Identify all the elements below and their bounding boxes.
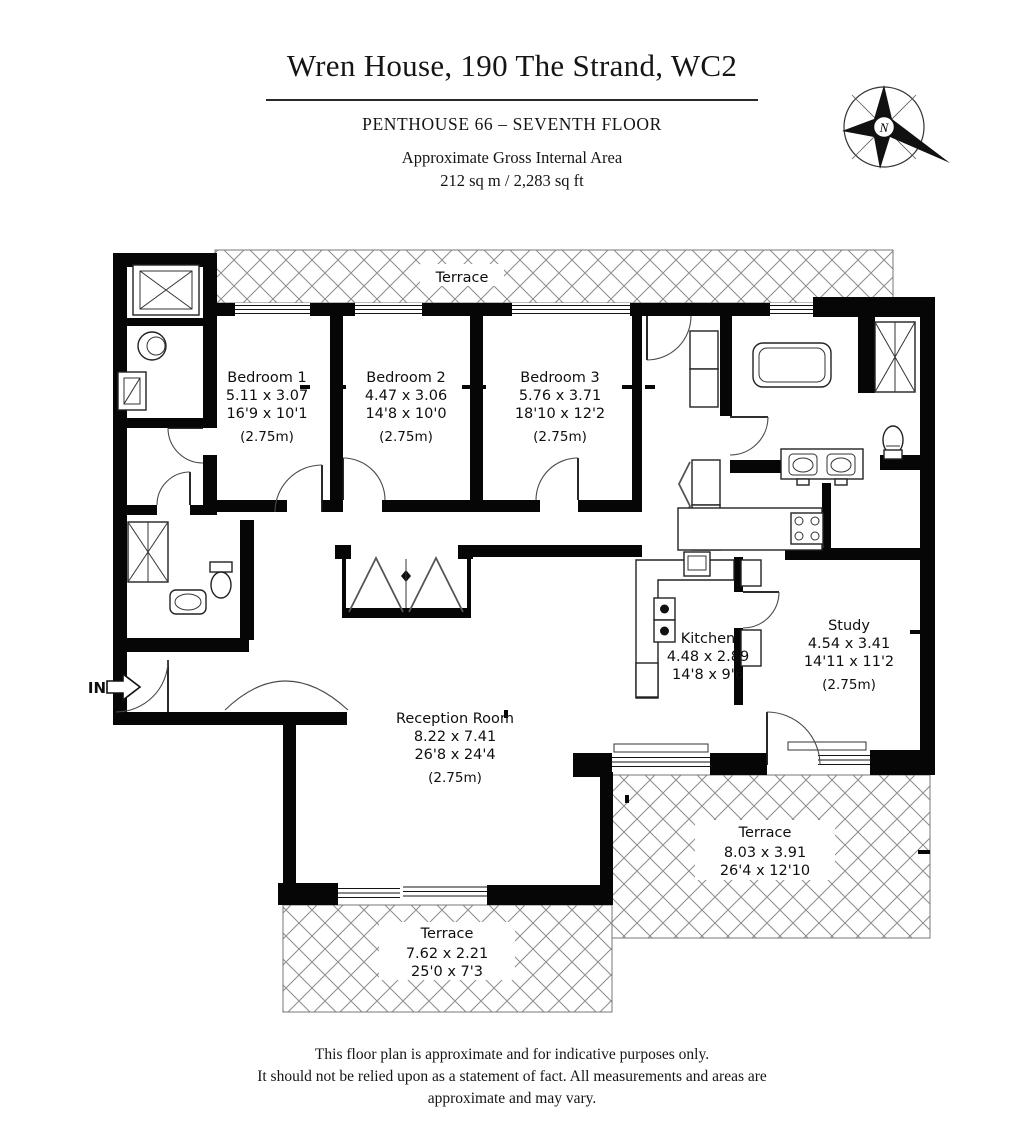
window-reception-2 <box>403 887 487 896</box>
svg-text:25'0 x 7'3: 25'0 x 7'3 <box>411 964 483 980</box>
compass-rose <box>842 85 950 169</box>
window-top-3 <box>512 303 630 316</box>
lift-icon <box>133 265 199 315</box>
wc-basin-icon <box>138 332 166 360</box>
wall-sink-icon <box>118 372 146 410</box>
svg-text:4.47 x 3.06: 4.47 x 3.06 <box>364 388 448 404</box>
svg-text:(2.75m): (2.75m) <box>428 770 482 786</box>
svg-text:26'8 x 24'4: 26'8 x 24'4 <box>414 747 496 763</box>
shower-right-icon <box>875 322 915 392</box>
svg-text:(2.75m): (2.75m) <box>533 429 587 445</box>
fixtures-layer <box>107 265 915 700</box>
disclaimer-line-3: approximate and may vary. <box>427 1090 597 1107</box>
svg-text:Bedroom 2: Bedroom 2 <box>366 370 446 386</box>
bathtub-icon <box>753 343 831 387</box>
compass-north-label: N <box>879 120 889 135</box>
hall-opening-arc <box>225 681 348 710</box>
svg-text:Bedroom 3: Bedroom 3 <box>520 370 600 386</box>
bedroom2-label <box>365 370 447 445</box>
vanity-double-sink-icon <box>781 449 863 485</box>
svg-text:14'11 x 11'2: 14'11 x 11'2 <box>803 654 895 670</box>
kitchen-study-door <box>743 592 779 628</box>
shower-left-icon <box>128 522 168 582</box>
study-terrace-door <box>767 712 820 765</box>
toilet-left-icon <box>210 562 232 598</box>
svg-text:18'10 x 12'2: 18'10 x 12'2 <box>514 406 606 422</box>
svg-text:Terrace: Terrace <box>420 926 474 942</box>
page-subtitle: PENTHOUSE 66 – SEVENTH FLOOR <box>362 114 662 134</box>
svg-text:5.11 x 3.07: 5.11 x 3.07 <box>225 388 309 404</box>
svg-text:(2.75m): (2.75m) <box>822 677 876 693</box>
bathroom-door <box>730 417 768 455</box>
dressing-terrace-door <box>647 316 691 360</box>
basin-left-icon <box>170 590 206 614</box>
svg-text:4.48 x 2.89: 4.48 x 2.89 <box>666 649 750 665</box>
hob-icon <box>791 513 823 544</box>
svg-text:26'4 x 12'10: 26'4 x 12'10 <box>719 863 811 879</box>
gross-area-label: Approximate Gross Internal Area <box>401 148 623 167</box>
disclaimer-line-1: This floor plan is approximate and for indicative purposes only. <box>314 1046 710 1063</box>
svg-text:14'8 x 9'6: 14'8 x 9'6 <box>672 667 744 683</box>
shower-room-door <box>157 472 190 505</box>
window-top-1 <box>235 303 310 316</box>
bedroom2-door <box>343 458 385 500</box>
svg-text:14'8 x 10'0: 14'8 x 10'0 <box>365 406 447 422</box>
svg-text:8.03 x 3.91: 8.03 x 3.91 <box>723 845 807 861</box>
reception-label <box>396 711 514 786</box>
bedroom3-door <box>536 458 578 500</box>
terrace-top-area <box>215 250 893 303</box>
study-label <box>804 618 894 693</box>
svg-text:(2.75m): (2.75m) <box>379 429 433 445</box>
compass-star <box>842 85 950 169</box>
svg-text:7.62 x 2.21: 7.62 x 2.21 <box>405 946 489 962</box>
svg-text:(2.75m): (2.75m) <box>240 429 294 445</box>
toilet-right-icon <box>883 426 903 459</box>
entrance-arrow-icon <box>107 674 140 700</box>
disclaimer-line-2: It should not be relied upon as a statement of fact. All measurements and areas are <box>257 1068 767 1085</box>
svg-text:5.76 x 3.71: 5.76 x 3.71 <box>518 388 602 404</box>
bedroom3-label <box>515 370 605 445</box>
wc-door <box>168 428 203 463</box>
svg-text:Terrace: Terrace <box>738 825 792 841</box>
closet-bifold-doors <box>349 558 463 612</box>
svg-text:Kitchen: Kitchen <box>680 631 736 647</box>
svg-text:Reception Room: Reception Room <box>395 711 515 727</box>
svg-text:4.54 x 3.41: 4.54 x 3.41 <box>807 636 891 652</box>
page-title: Wren House, 190 The Strand, WC2 <box>286 48 738 83</box>
svg-text:Bedroom 1: Bedroom 1 <box>227 370 307 386</box>
window-study-terrace-2 <box>788 742 870 765</box>
window-reception-1 <box>338 889 400 898</box>
window-top-4 <box>770 303 813 316</box>
terrace-top-label: Terrace <box>435 270 489 286</box>
svg-text:Study: Study <box>828 618 870 634</box>
gross-area-value: 212 sq m / 2,283 sq ft <box>440 171 584 190</box>
entrance-in-label: IN <box>87 679 107 697</box>
bedroom1-label <box>226 370 308 445</box>
svg-text:16'9 x 10'1: 16'9 x 10'1 <box>226 406 308 422</box>
window-top-2 <box>355 303 422 316</box>
svg-text:8.22 x 7.41: 8.22 x 7.41 <box>413 729 497 745</box>
window-study-terrace <box>612 744 710 767</box>
